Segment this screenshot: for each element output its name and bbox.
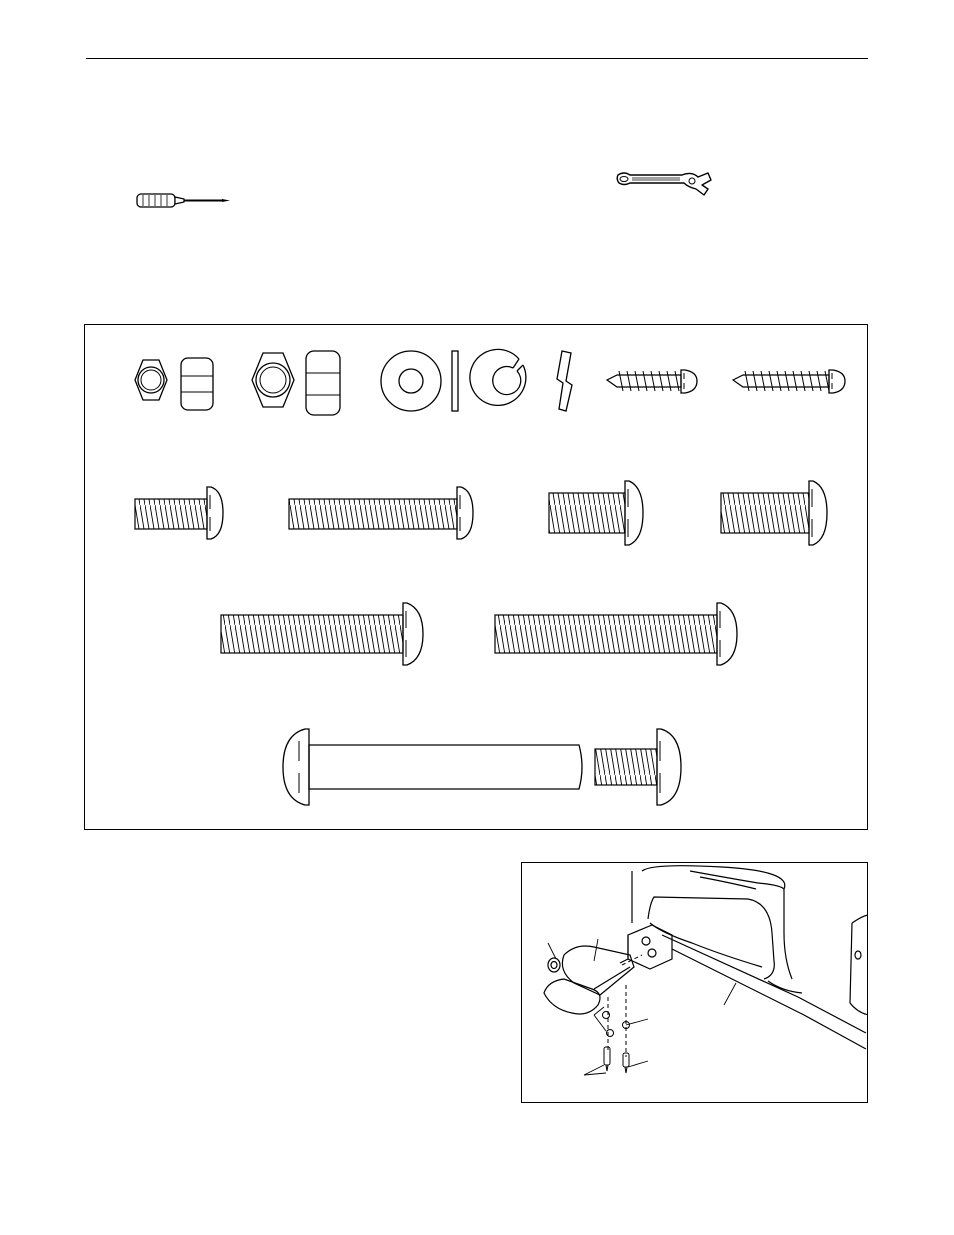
- hardware-screw-long: [733, 370, 845, 393]
- hardware-nut-large: [252, 351, 340, 415]
- bracket-illustration: [620, 925, 672, 969]
- hardware-bolt: [549, 481, 643, 545]
- hardware-flat-washer: [381, 351, 458, 411]
- hardware-bolt: [135, 487, 223, 539]
- frame-illustration: [632, 866, 868, 1049]
- adjustable-wrench-icon: [612, 165, 714, 199]
- hardware-bolt: [721, 481, 827, 545]
- hardware-nut: [135, 358, 213, 410]
- screw-illustration: [604, 1047, 629, 1073]
- nut-illustration: [603, 1012, 630, 1037]
- hardware-shoulder-bolt: [283, 729, 681, 805]
- hardware-screw: [607, 370, 697, 393]
- hardware-bolt: [221, 603, 423, 665]
- hardware-chart: [84, 324, 868, 830]
- foot-illustration: [544, 946, 634, 1014]
- hardware-split-washer: [470, 349, 572, 411]
- hardware-bolt: [289, 487, 473, 539]
- header-rule: [86, 58, 868, 59]
- assembly-figure: [521, 862, 868, 1103]
- callout-leaders: [548, 939, 736, 1075]
- phillips-screwdriver-icon: [134, 190, 234, 212]
- hardware-bolt: [495, 603, 737, 665]
